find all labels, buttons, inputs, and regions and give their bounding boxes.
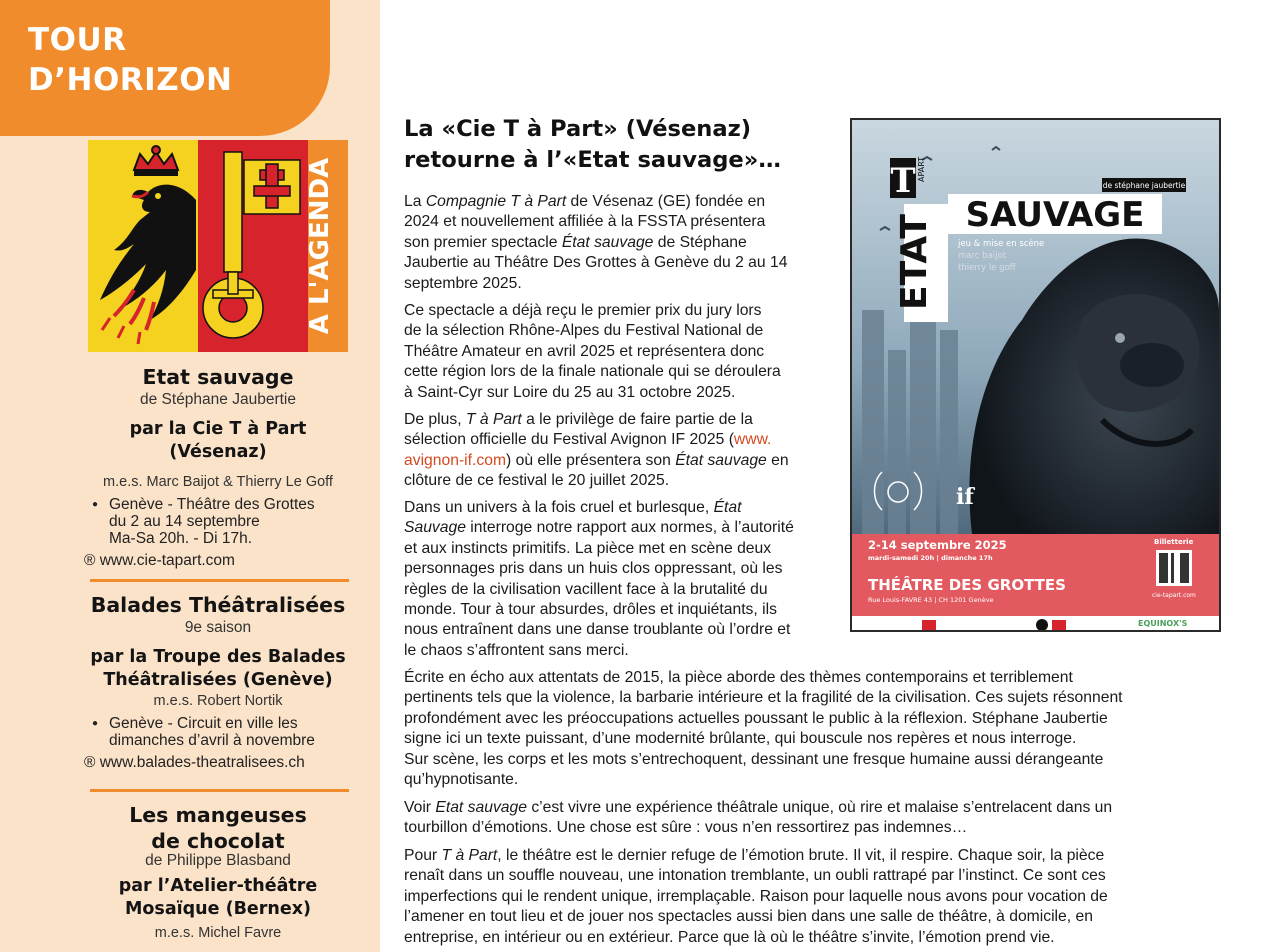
poster-title: SAUVAGE — [965, 195, 1145, 235]
entry-venue — [84, 496, 352, 547]
entry-venue-bullet — [90, 715, 352, 749]
article-headline — [404, 114, 844, 175]
article-paragraph — [404, 498, 836, 661]
article-paragraph — [404, 410, 836, 492]
text-line: Pour T à Part, le théâtre est le dernier refuge de l’émotion brute. Il vit, il respire. Chaque soir, la pièce — [404, 847, 1105, 864]
text-line: La Compagnie T à Part de Vésenaz (GE) fondée en — [404, 193, 766, 210]
qr-code-icon — [1156, 550, 1192, 586]
sponsor-logo-icon — [1036, 619, 1048, 631]
poster-dates: 2-14 septembre 2025 — [868, 538, 1007, 552]
entry-director: m.e.s. Marc Baijot & Thierry Le Goff — [103, 474, 333, 490]
text-line: règles de la civilisation vacillent face à la brutalité du — [404, 580, 768, 598]
agenda-sidebar — [0, 0, 380, 952]
section-tab-line1: TOUR — [28, 22, 127, 58]
brand-sub: APART — [917, 156, 926, 182]
agenda-entry — [84, 364, 352, 571]
text-line: le chaos s’affrontent sans merci. — [404, 641, 629, 659]
text-line: Théâtre Amateur en avril 2025 et représentera donc — [404, 342, 765, 360]
entry-company-line: par la Troupe des Balades — [90, 647, 346, 667]
text-line: 2024 et nouvellement affiliée à la FSSTA présentera — [404, 213, 766, 231]
festival-link[interactable]: www. — [733, 431, 772, 449]
text-line: entreprise, en intérieur ou en extérieur. Parce que là où le théâtre s’invite, l’émotion prend vie. — [404, 928, 1055, 946]
text-line: clôture de ce festival le 20 juillet 2025. — [404, 472, 670, 490]
agenda-entry — [84, 592, 352, 773]
text-line: son premier spectacle État sauvage de Stéphane — [404, 233, 747, 251]
text-line: Sauvage interroge notre rapport aux normes, à l’autorité — [404, 519, 794, 537]
entry-venue-line: Ma-Sa 20h. - Di 17h. — [109, 530, 253, 547]
entry-director: m.e.s. Robert Nortik — [153, 693, 283, 709]
entry-company-line: par la Cie T à Part — [129, 419, 307, 439]
text-line: nous entraînent dans une danse troublante où l’ordre et — [404, 621, 791, 639]
text-line: signe ici un texte puissant, d’une modernité brûlante, qui bouscule nos repères et nous interroge. — [404, 730, 1077, 748]
headline-line: La «Cie T à Part» (Vésenaz) — [404, 116, 752, 142]
text-line: renaît dans un souffle nouveau, une intonation tremblante, un oubli rattrapé par l’instinct. Ce sont ces — [404, 867, 1106, 885]
text-line: Ce spectacle a déjà reçu le premier prix du jury lors — [404, 302, 762, 319]
if-festival-logo: if — [956, 484, 974, 510]
entry-venue-line: dimanches d’avril à novembre — [109, 732, 315, 749]
text-line: l’amener en tout lieu et de jouer nos spectacles aussi bien dans une salle de théâtre, à domicile, en — [404, 908, 1093, 926]
article-paragraph — [404, 192, 836, 294]
text-line: cette région lors de la finale nationale qui se déroulera — [404, 363, 781, 381]
text-line: sélection officielle du Festival Avignon IF 2025 (www. — [404, 431, 772, 449]
entry-company-line: Mosaïque (Bernex) — [124, 899, 312, 919]
entry-venue-bullet — [90, 496, 352, 547]
text-line: tourbillon d’émotions. Une chose est sûre : vous n’en ressortirez pas indemnes… — [404, 819, 968, 837]
entry-venue-line: du 2 au 14 septembre — [109, 513, 260, 530]
text-line: de la sélection Rhône-Alpes du Festival National de — [404, 322, 764, 340]
entry-venue-line: ● Genève - Théâtre des Grottes — [109, 496, 315, 513]
text-line: Dans un univers à la fois cruel et burlesque, État — [404, 499, 742, 516]
text-line: et aux instincts primitifs. La pièce met en scène deux — [404, 539, 772, 557]
equinox-logo: EQUINOX'S — [1138, 619, 1188, 628]
text-line: Sur scène, les corps et les mots s’entrechoquent, dessinant une fresque humaine aussi dérangeante — [404, 750, 1104, 768]
section-tab-line2: D’HORIZON — [28, 62, 233, 98]
entry-website-link[interactable]: ® www.balades-theatralisees.ch — [84, 754, 305, 771]
entry-company-line: Théâtralisées (Genève) — [103, 670, 333, 690]
entry-title: Balades Théâtralisées — [90, 593, 346, 617]
entry-author: de Philippe Blasband — [145, 852, 291, 869]
text-line: De plus, T à Part a le privilège de faire partie de la — [404, 411, 753, 428]
show-poster — [850, 118, 1221, 632]
poster-credit: marc baijot — [958, 251, 1007, 261]
headline-line: retourne à l’«Etat sauvage»… — [404, 146, 781, 173]
entry-author: de Stéphane Jaubertie — [140, 391, 296, 408]
poster-credit: jeu & mise en scène — [958, 239, 1045, 249]
text-line: avignon-if.com) où elle présentera son État sauvage en — [404, 451, 789, 469]
text-line: Voir Etat sauvage c’est vivre une expérience théâtrale unique, où rire et malaise s’entrelacent dans un — [404, 799, 1113, 816]
entry-venue — [84, 715, 352, 749]
text-line: imperfections qui le rendent unique, irremplaçable. Raison pour laquelle nous avons pour vocation de — [404, 887, 1108, 905]
entry-divider — [90, 789, 349, 792]
poster-address: Rue Louis-FAVRE 43 | CH 1201 Genève — [868, 596, 994, 604]
entry-title-line: de chocolat — [151, 829, 285, 853]
article-paragraph — [404, 301, 836, 403]
text-line: septembre 2025. — [404, 274, 522, 292]
section-tab — [0, 0, 330, 136]
entry-website-link[interactable]: ® www.cie-tapart.com — [84, 552, 235, 569]
sponsor-logo-icon — [1052, 620, 1066, 630]
poster-title-vertical: ETAT — [894, 214, 935, 310]
poster-schedule: mardi-samedi 20h | dimanche 17h — [868, 554, 993, 562]
poster-author: de stéphane jaubertie — [1102, 181, 1186, 190]
entry-title — [84, 802, 352, 854]
entry-divider — [90, 579, 349, 582]
entry-company — [84, 418, 352, 464]
ticket-url: cie-tapart.com — [1152, 592, 1196, 599]
festival-link[interactable]: avignon-if.com — [404, 451, 507, 469]
entry-author: 9e saison — [184, 619, 252, 636]
text-line: monde. Tour à tour absurdes, drôles et inquiétants, ils — [404, 601, 777, 619]
geneva-coat-of-arms-logo — [88, 140, 348, 352]
text-line: Écrite en écho aux attentats de 2015, la pièce aborde des thèmes contemporains et terriblement — [404, 669, 1073, 686]
entry-company-line: par l’Atelier-théâtre — [118, 876, 318, 896]
agenda-entry — [84, 802, 352, 943]
poster-info-band — [852, 534, 1219, 616]
entry-title-line: Les mangeuses — [129, 803, 307, 827]
entry-company — [84, 875, 352, 921]
article-paragraph — [404, 846, 1212, 948]
text-line: pertinents tels que la violence, la barbarie intérieure et la fragilité de la civilisation. Ces sujets résonnent — [404, 689, 1123, 707]
text-line: à Saint-Cyr sur Loire du 25 au 31 octobre 2025. — [404, 383, 736, 401]
agenda-label: A L'AGENDA — [305, 157, 335, 335]
text-line: qu’hypnotisante. — [404, 771, 519, 789]
text-line: personnages pris dans un huis clos oppressant, où les — [404, 560, 783, 578]
entry-company-line: (Vésenaz) — [169, 442, 267, 462]
article-paragraph — [404, 668, 1212, 790]
entry-director: m.e.s. Michel Favre — [154, 925, 282, 941]
poster-venue: THÉÂTRE DES GROTTES — [868, 576, 1066, 594]
text-line: profondément avec les préoccupations actuelles poussant le public à la réflexion. Stéphane Jaubertie — [404, 709, 1108, 727]
entry-company — [84, 646, 352, 692]
sponsor-logo-icon — [922, 620, 936, 630]
entry-title: Etat sauvage — [142, 365, 294, 389]
gorilla-poster-image — [852, 120, 1219, 534]
poster-sponsors — [852, 616, 1219, 632]
entry-venue-line: ● Genève - Circuit en ville les — [109, 715, 298, 732]
text-line: Jaubertie au Théâtre Des Grottes à Genève du 2 au 14 — [404, 254, 788, 272]
brand-letter: T — [890, 161, 916, 201]
article-paragraph — [404, 798, 1212, 839]
ticket-label: Billetterie — [1154, 538, 1194, 546]
poster-credit: thierry le goff — [958, 263, 1016, 273]
